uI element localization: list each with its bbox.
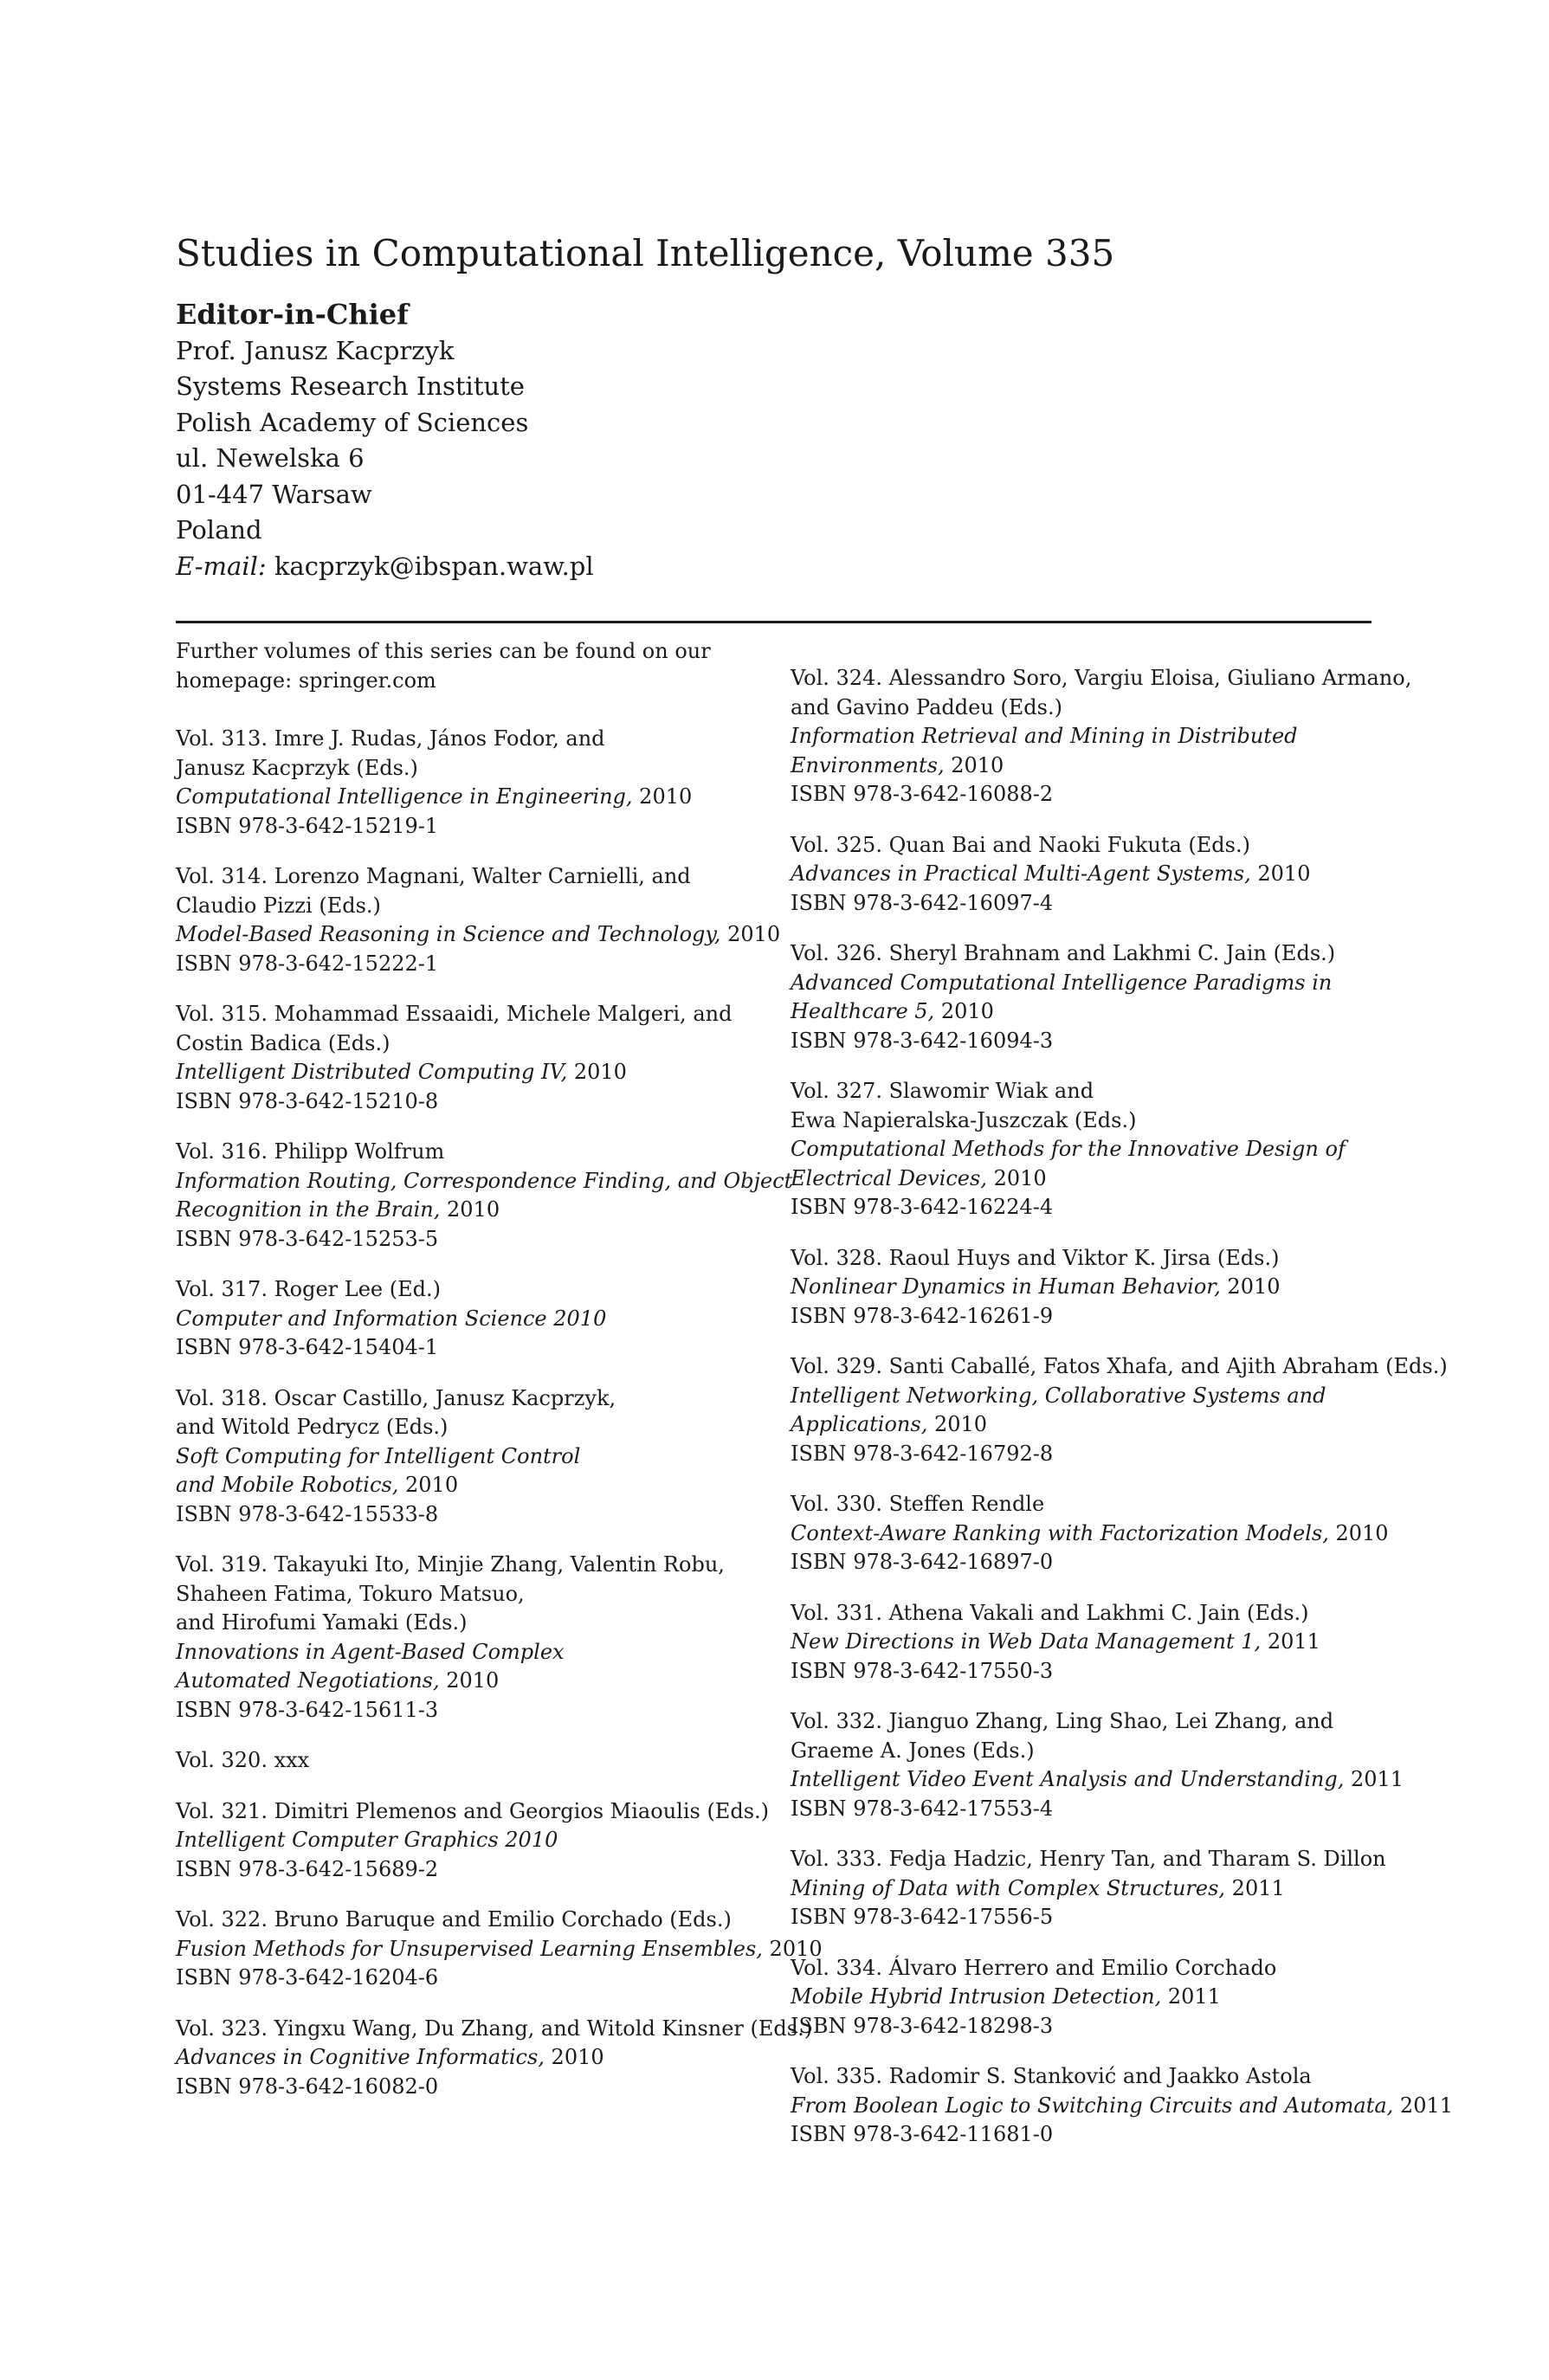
volume-isbn: ISBN 978-3-642-15611-3 (176, 1697, 439, 1722)
volume-isbn: ISBN 978-3-642-16097-4 (791, 890, 1054, 915)
volume-authors: Costin Badica (Eds.) (176, 1030, 390, 1055)
volume-title: Intelligent Networking, Collaborative Systems and (791, 1383, 1326, 1408)
volume-isbn: ISBN 978-3-642-15533-8 (176, 1501, 439, 1526)
volume-year: 2011 (1267, 1629, 1320, 1654)
volume-entry (176, 862, 782, 978)
volume-year: 2010 (933, 1412, 988, 1436)
volume-entry (176, 1551, 782, 1725)
volume-authors: Vol. 334. Álvaro Herrero and Emilio Corchado (791, 1955, 1277, 1980)
volume-year: 2010 (573, 1060, 627, 1084)
volume-title: Mining of Data with Complex Structures, (791, 1875, 1226, 1900)
volume-title: Innovations in Agent-Based Complex (176, 1639, 565, 1664)
volume-entry (791, 1352, 1448, 1468)
volume-title-line (176, 1442, 782, 1472)
volume-year: 2011 (1350, 1767, 1404, 1791)
volume-title-line (176, 1305, 782, 1334)
volume-authors: Vol. 328. Raoul Huys and Viktor K. Jirsa (Eds.) (791, 1245, 1280, 1270)
editor-line: Systems Research Institute (176, 371, 525, 401)
email-label: E-mail: (176, 551, 267, 581)
volume-title: Intelligent Distributed Computing IV, (176, 1060, 568, 1084)
volume-title-line (791, 1983, 1397, 2012)
volume-title: Context-Aware Ranking with Factorization Models, (791, 1520, 1329, 1545)
volume-title-line (791, 860, 1397, 889)
intro-line: Further volumes of this series can be found on our (176, 639, 711, 663)
volume-entry (176, 1906, 823, 1993)
volume-entry (176, 1746, 782, 1776)
volume-year: 2010 (1335, 1520, 1389, 1545)
volume-title: Intelligent Computer Graphics 2010 (176, 1828, 558, 1852)
volume-entry (791, 831, 1397, 919)
volume-title: Electrical Devices, (791, 1165, 987, 1190)
volume-authors: Shaheen Fatima, Tokuro Matsuo, (176, 1581, 525, 1606)
volume-title-line (791, 1874, 1397, 1904)
volume-authors: Vol. 335. Radomir S. Stanković and Jaakko Astola (791, 2064, 1312, 2088)
volume-authors: Vol. 333. Fedja Hadzic, Henry Tan, and Tharam S. Dillon (791, 1847, 1386, 1871)
volume-year: 2010 (1227, 1274, 1281, 1299)
volume-authors: Claudio Pizzi (Eds.) (176, 893, 381, 918)
volume-entry (791, 1845, 1397, 1932)
editor-email (176, 549, 594, 585)
volume-isbn: ISBN 978-3-642-16792-8 (791, 1441, 1054, 1466)
volume-year: 2010 (769, 1936, 823, 1961)
volume-entry (791, 1077, 1397, 1222)
volume-isbn: ISBN 978-3-642-17550-3 (791, 1658, 1054, 1683)
volume-authors: Vol. 322. Bruno Baruque and Emilio Corchado (Eds.) (176, 1907, 732, 1932)
intro-line: homepage: springer.com (176, 668, 436, 693)
volume-authors: Graeme A. Jones (Eds.) (791, 1738, 1035, 1763)
volume-authors: and Gavino Paddeu (Eds.) (791, 694, 1062, 719)
horizontal-rule (176, 621, 1372, 623)
volume-isbn: ISBN 978-3-642-15689-2 (176, 1856, 439, 1881)
volume-year: 2010 (951, 752, 1004, 777)
volume-isbn: ISBN 978-3-642-16224-4 (791, 1195, 1054, 1219)
volume-list-left (176, 637, 823, 2123)
volume-title: Model-Based Reasoning in Science and Technology, (176, 922, 721, 946)
volume-year: 2011 (1167, 1984, 1221, 2009)
volume-title-line (791, 722, 1397, 751)
volume-title: Fusion Methods for Unsupervised Learning Ensembles, (176, 1936, 763, 1961)
volume-title: Advanced Computational Intelligence Paradigms in (791, 970, 1333, 995)
volume-authors: Vol. 327. Slawomir Wiak and (791, 1079, 1094, 1103)
editor-line: Polish Academy of Sciences (176, 407, 529, 437)
volume-title: Soft Computing for Intelligent Control (176, 1443, 581, 1468)
volume-title-line (176, 783, 782, 812)
volume-entry (791, 1954, 1397, 2041)
volume-title: Mobile Hybrid Intrusion Detection, (791, 1984, 1162, 2009)
volume-entry (176, 1000, 782, 1116)
editor-line: Prof. Janusz Kacprzyk (176, 335, 455, 365)
volume-title-line (176, 1935, 823, 1964)
volume-year: 2011 (1231, 1875, 1285, 1900)
volume-title-line (791, 751, 1397, 781)
volume-entry (791, 1707, 1404, 1823)
volume-title-line (176, 1196, 782, 1225)
volume-title: Information Retrieval and Mining in Distributed (791, 724, 1298, 748)
volume-list-right (791, 664, 1453, 2171)
volume-title: Information Routing, Correspondence Finding, and Object (176, 1168, 793, 1193)
volume-title-line (791, 969, 1397, 998)
email-address: kacprzyk@ibspan.waw.pl (274, 551, 594, 581)
volume-title-line (791, 1628, 1397, 1657)
volume-title: Environments, (791, 752, 945, 777)
volume-isbn: ISBN 978-3-642-16088-2 (791, 782, 1054, 806)
volume-title-line (176, 1058, 782, 1087)
series-intro (176, 637, 782, 695)
volume-title: Automated Negotiations, (176, 1668, 440, 1693)
volume-authors: Janusz Kacprzyk (Eds.) (176, 755, 418, 780)
volume-isbn: ISBN 978-3-642-15253-5 (176, 1226, 439, 1251)
volume-authors: Vol. 332. Jianguo Zhang, Ling Shao, Lei Zhang, and (791, 1709, 1334, 1733)
volume-isbn: ISBN 978-3-642-15404-1 (176, 1335, 439, 1359)
volume-isbn: ISBN 978-3-642-15222-1 (176, 951, 439, 976)
volume-isbn: ISBN 978-3-642-17556-5 (791, 1905, 1054, 1929)
volume-title: Computational Intelligence in Engineering, (176, 784, 633, 809)
volume-authors: Vol. 325. Quan Bai and Naoki Fukuta (Eds.) (791, 832, 1250, 857)
volume-title-line (176, 1167, 793, 1196)
volume-authors: Vol. 329. Santi Caballé, Fatos Xhafa, and Ajith Abraham (Eds.) (791, 1354, 1448, 1378)
volume-isbn: ISBN 978-3-642-16204-6 (176, 1965, 439, 1990)
right-entries (791, 664, 1453, 2150)
volume-entry (791, 939, 1397, 1055)
volume-title-line (791, 2092, 1453, 2121)
volume-title-line (791, 1519, 1397, 1549)
editor-line: Poland (176, 515, 262, 545)
volume-authors: Vol. 323. Yingxu Wang, Du Zhang, and Witold Kinsner (Eds.) (176, 2016, 813, 2041)
volume-entry (176, 1138, 793, 1254)
volume-year: 2010 (405, 1473, 459, 1497)
volume-title-line (176, 1638, 782, 1667)
volume-authors: Vol. 331. Athena Vakali and Lakhmi C. Jain (Eds.) (791, 1600, 1309, 1625)
volume-isbn: ISBN 978-3-642-15210-8 (176, 1088, 439, 1113)
volume-authors: Vol. 321. Dimitri Plemenos and Georgios Miaoulis (Eds.) (176, 1798, 769, 1823)
volume-entry (176, 1797, 782, 1885)
volume-title: Applications, (791, 1412, 928, 1436)
volume-isbn: ISBN 978-3-642-18298-3 (791, 2013, 1054, 2038)
volume-year: 2010 (551, 2045, 604, 2069)
volume-isbn: ISBN 978-3-642-15219-1 (176, 813, 439, 838)
volume-authors: Vol. 318. Oscar Castillo, Janusz Kacprzyk, (176, 1385, 616, 1410)
volume-isbn: ISBN 978-3-642-16897-0 (791, 1550, 1054, 1574)
volume-title: From Boolean Logic to Switching Circuits and Automata, (791, 2093, 1394, 2118)
volume-title: Intelligent Video Event Analysis and Understanding, (791, 1767, 1345, 1791)
volume-year: 2010 (727, 922, 781, 946)
editor-line: 01-447 Warsaw (176, 479, 372, 509)
volume-year: 2011 (1399, 2093, 1453, 2118)
volume-authors: Vol. 330. Steffen Rendle (791, 1492, 1045, 1516)
volume-isbn: ISBN 978-3-642-11681-0 (791, 2122, 1054, 2146)
volume-title-line (791, 1765, 1404, 1795)
volume-entry (791, 664, 1412, 809)
volume-entry (176, 2015, 813, 2102)
volume-year: 2010 (446, 1668, 500, 1693)
page-title: Studies in Computational Intelligence, Volume 335 (176, 232, 1115, 274)
volume-title-line (791, 1273, 1397, 1302)
volume-authors: Ewa Napieralska-Juszczak (Eds.) (791, 1107, 1137, 1132)
volume-entry (176, 725, 782, 841)
volume-title: Computer and Information Science 2010 (176, 1306, 607, 1331)
volume-title: and Mobile Robotics, (176, 1473, 399, 1497)
volume-authors: Vol. 320. xxx (176, 1748, 310, 1772)
volume-entry (791, 1599, 1397, 1687)
volume-entry (791, 1244, 1397, 1332)
volume-title: Advances in Practical Multi-Agent Systems, (791, 861, 1251, 886)
left-entries (176, 725, 823, 2101)
volume-authors: Vol. 315. Mohammad Essaaidi, Michele Malgeri, and (176, 1002, 733, 1026)
volume-year: 2010 (1257, 861, 1311, 886)
volume-title: Nonlinear Dynamics in Human Behavior, (791, 1274, 1221, 1299)
volume-authors: Vol. 313. Imre J. Rudas, János Fodor, and (176, 726, 605, 751)
volume-entry (791, 2062, 1453, 2150)
volume-title: Advances in Cognitive Informatics, (176, 2045, 545, 2069)
volume-title-line (176, 1826, 782, 1855)
volume-title-line (176, 920, 782, 950)
editor-line: ul. Newelska 6 (176, 443, 365, 473)
volume-isbn: ISBN 978-3-642-16082-0 (176, 2074, 439, 2099)
volume-title-line (791, 1135, 1397, 1164)
volume-year: 2010 (993, 1165, 1047, 1190)
volume-title-line (791, 1164, 1397, 1194)
volume-isbn: ISBN 978-3-642-16261-9 (791, 1303, 1054, 1328)
volume-authors: and Hirofumi Yamaki (Eds.) (176, 1610, 468, 1635)
volume-year: 2010 (447, 1197, 500, 1222)
volume-year: 2010 (639, 784, 693, 809)
volume-title-line (176, 2043, 782, 2073)
volume-authors: Vol. 316. Philipp Wolfrum (176, 1139, 445, 1164)
volume-title-line (176, 1471, 782, 1500)
volume-authors: and Witold Pedrycz (Eds.) (176, 1415, 449, 1439)
volume-title: Recognition in the Brain, (176, 1197, 441, 1222)
volume-isbn: ISBN 978-3-642-16094-3 (791, 1028, 1054, 1053)
volume-entry (176, 1384, 782, 1530)
volume-title-line (176, 1667, 782, 1696)
volume-authors: Vol. 319. Takayuki Ito, Minjie Zhang, Valentin Robu, (176, 1552, 725, 1577)
volume-title-line (791, 1410, 1397, 1440)
volume-title-line (791, 997, 1397, 1027)
volume-entry (791, 1490, 1397, 1577)
editor-block (176, 297, 594, 584)
volume-authors: Vol. 326. Sheryl Brahnam and Lakhmi C. Jain (Eds.) (791, 941, 1336, 965)
volume-title: New Directions in Web Data Management 1, (791, 1629, 1262, 1654)
volume-title-line (791, 1382, 1397, 1411)
editor-heading: Editor-in-Chief (176, 298, 409, 331)
volume-authors: Vol. 314. Lorenzo Magnani, Walter Carnielli, and (176, 864, 691, 888)
volume-title: Healthcare 5, (791, 999, 935, 1023)
volume-authors: Vol. 317. Roger Lee (Ed.) (176, 1277, 441, 1301)
volume-isbn: ISBN 978-3-642-17553-4 (791, 1796, 1054, 1821)
volume-title: Computational Methods for the Innovative Design of (791, 1137, 1346, 1161)
volume-authors: Vol. 324. Alessandro Soro, Vargiu Eloisa, Giuliano Armano, (791, 666, 1412, 690)
volume-year: 2010 (940, 999, 994, 1023)
volume-entry (176, 1275, 782, 1363)
